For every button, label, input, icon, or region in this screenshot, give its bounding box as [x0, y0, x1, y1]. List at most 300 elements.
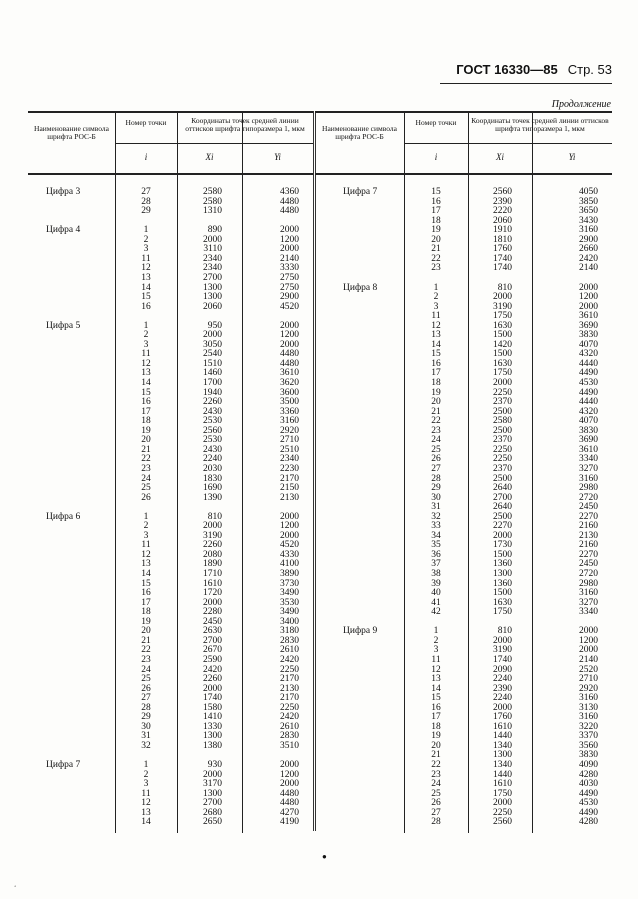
y-value: 2000 — [579, 645, 598, 656]
column-header-point: Номер точки — [125, 118, 167, 127]
y-value: 2920 — [579, 683, 598, 694]
point-number: 19 — [141, 425, 151, 436]
table-row — [28, 809, 313, 819]
y-value: 2920 — [280, 425, 299, 436]
x-value: 1750 — [493, 311, 512, 322]
x-value: 1740 — [493, 654, 512, 665]
table-row — [315, 742, 612, 752]
point-number: 24 — [431, 435, 441, 446]
table-row — [28, 780, 313, 790]
x-value: 2240 — [493, 693, 512, 704]
point-number: 2 — [143, 330, 149, 341]
table-row — [315, 455, 612, 465]
table-row — [28, 818, 313, 828]
header-bottom-line — [28, 173, 313, 175]
point-number: 2 — [143, 769, 149, 780]
x-value: 2220 — [493, 206, 512, 217]
point-number: 33 — [431, 521, 441, 532]
table-row — [28, 723, 313, 733]
point-number: 18 — [141, 416, 151, 427]
x-value: 1810 — [493, 234, 512, 245]
table-row — [28, 198, 313, 208]
y-value: 2000 — [280, 511, 299, 522]
x-value: 1500 — [493, 588, 512, 599]
x-value: 2640 — [493, 502, 512, 513]
symbol-name: Цифра 3 — [46, 187, 81, 197]
point-number: 21 — [431, 750, 441, 761]
table-row — [315, 303, 612, 313]
y-value: 2000 — [280, 339, 299, 350]
table-row — [28, 570, 313, 580]
column-header-x: Xi — [496, 152, 504, 162]
x-value: 2250 — [493, 387, 512, 398]
point-number: 14 — [141, 569, 151, 579]
table-row — [315, 494, 612, 504]
symbol-name: Цифра 7 — [343, 187, 378, 197]
table-row — [315, 666, 612, 676]
x-value: 2530 — [203, 416, 222, 427]
x-value: 1300 — [203, 292, 222, 303]
table-row — [28, 790, 313, 800]
point-number: 11 — [431, 654, 441, 665]
table-row — [28, 427, 313, 437]
point-number: 29 — [431, 483, 441, 494]
page-mark: ● — [322, 852, 327, 861]
x-value: 1330 — [203, 721, 222, 732]
point-number: 3 — [143, 339, 149, 350]
y-value: 2510 — [280, 444, 299, 455]
table-row — [315, 761, 612, 771]
y-value: 1200 — [579, 292, 598, 303]
table-row — [315, 446, 612, 456]
table-row — [315, 799, 612, 809]
standard-number: ГОСТ 16330—85 — [456, 62, 558, 77]
table-row — [315, 322, 612, 332]
table-row — [315, 379, 612, 389]
table-row — [28, 627, 313, 637]
column-header-x: Xi — [205, 152, 214, 162]
table-row — [315, 484, 612, 494]
point-number: 15 — [431, 187, 441, 197]
x-value: 2250 — [493, 807, 512, 818]
y-value: 4030 — [579, 779, 598, 790]
point-number: 18 — [431, 215, 441, 226]
point-number: 1 — [143, 511, 149, 522]
y-value: 3270 — [579, 597, 598, 608]
x-value: 1390 — [203, 492, 222, 503]
point-number: 13 — [141, 272, 151, 283]
x-value: 2000 — [493, 798, 512, 809]
x-value: 2560 — [493, 817, 512, 828]
point-number: 38 — [431, 569, 441, 579]
table-row — [28, 484, 313, 494]
point-number: 27 — [141, 187, 151, 197]
point-number: 25 — [141, 674, 151, 685]
point-number: 1 — [433, 626, 439, 637]
y-value: 4190 — [280, 817, 299, 828]
table-row — [315, 198, 612, 208]
point-number: 42 — [431, 607, 441, 618]
point-number: 14 — [141, 817, 151, 828]
point-number: 3 — [433, 301, 439, 312]
table-row — [315, 513, 612, 523]
x-value: 2540 — [203, 349, 222, 360]
table-row — [28, 379, 313, 389]
table-row — [28, 675, 313, 685]
point-number: 18 — [431, 721, 441, 732]
y-value: 1200 — [280, 330, 299, 341]
y-value: 2830 — [280, 731, 299, 742]
point-number: 1 — [143, 225, 149, 236]
point-number: 22 — [431, 253, 441, 264]
y-value: 2000 — [280, 244, 299, 255]
y-value: 4530 — [579, 798, 598, 809]
y-value: 2000 — [280, 320, 299, 331]
y-value: 3650 — [579, 206, 598, 217]
point-number: 19 — [431, 387, 441, 398]
point-number: 1 — [433, 282, 439, 293]
y-value: 2610 — [280, 721, 299, 732]
point-number: 24 — [431, 779, 441, 790]
x-value: 2340 — [203, 253, 222, 264]
table-row — [28, 284, 313, 294]
y-value: 3160 — [579, 712, 598, 723]
y-value: 4490 — [579, 368, 598, 379]
y-value: 1200 — [280, 234, 299, 245]
point-number: 1 — [143, 320, 149, 331]
column-header-coords: Координаты точек средней линии оттисков шрифта типоразмера 1, мкм — [471, 116, 609, 133]
x-value: 1500 — [493, 330, 512, 341]
point-number: 17 — [141, 406, 151, 417]
y-value: 2170 — [280, 473, 299, 484]
x-value: 1630 — [493, 358, 512, 369]
x-value: 2560 — [493, 187, 512, 197]
y-value: 4320 — [579, 406, 598, 417]
y-value: 2130 — [280, 492, 299, 503]
y-value: 3830 — [579, 425, 598, 436]
table-row — [315, 751, 612, 761]
table-row — [28, 799, 313, 809]
x-value: 3190 — [203, 530, 222, 541]
x-value: 1360 — [493, 559, 512, 570]
table-row — [315, 389, 612, 399]
point-number: 18 — [431, 378, 441, 388]
y-value: 2160 — [579, 540, 598, 551]
y-value: 2750 — [280, 282, 299, 293]
x-value: 2370 — [493, 397, 512, 408]
point-number: 20 — [431, 397, 441, 408]
table-row — [28, 513, 313, 523]
table-row — [28, 580, 313, 590]
point-number: 11 — [141, 788, 151, 799]
x-value: 1890 — [203, 559, 222, 570]
y-value: 3620 — [280, 378, 299, 388]
y-value: 2140 — [579, 654, 598, 665]
x-value: 2000 — [203, 234, 222, 245]
point-number: 12 — [141, 263, 151, 274]
x-value: 810 — [207, 511, 222, 522]
point-number: 12 — [431, 320, 441, 331]
table-row — [315, 360, 612, 370]
point-number: 2 — [143, 521, 149, 532]
y-value: 3370 — [579, 731, 598, 742]
table-row — [28, 732, 313, 742]
table-row — [315, 732, 612, 742]
point-number: 37 — [431, 559, 441, 570]
y-value: 3690 — [579, 435, 598, 446]
table-row — [28, 408, 313, 418]
point-number: 25 — [141, 483, 151, 494]
x-value: 2000 — [203, 597, 222, 608]
point-number: 22 — [141, 454, 151, 465]
y-value: 2830 — [280, 635, 299, 646]
point-number: 19 — [141, 616, 151, 627]
symbol-name: Цифра 9 — [343, 626, 378, 637]
x-value: 2260 — [203, 674, 222, 685]
table-row — [315, 284, 612, 294]
x-value: 2370 — [493, 435, 512, 446]
table-row — [28, 522, 313, 532]
x-value: 2080 — [203, 549, 222, 560]
x-value: 2270 — [493, 521, 512, 532]
table-row — [28, 742, 313, 752]
point-number: 22 — [431, 416, 441, 427]
y-value: 2250 — [280, 702, 299, 713]
table-row — [28, 560, 313, 570]
table-row — [315, 589, 612, 599]
point-number: 17 — [431, 206, 441, 217]
y-value: 2900 — [579, 234, 598, 245]
x-value: 2000 — [203, 769, 222, 780]
table-row — [28, 637, 313, 647]
table-row — [28, 436, 313, 446]
y-value: 2720 — [579, 569, 598, 579]
point-number: 16 — [431, 702, 441, 713]
point-number: 26 — [431, 798, 441, 809]
x-value: 1500 — [493, 349, 512, 360]
table-row — [28, 465, 313, 475]
point-number: 21 — [431, 244, 441, 255]
y-value: 4480 — [280, 349, 299, 360]
y-value: 3830 — [579, 750, 598, 761]
y-value: 4440 — [579, 358, 598, 369]
table-row — [28, 455, 313, 465]
y-value: 2000 — [280, 530, 299, 541]
table-row — [315, 694, 612, 704]
table-row — [315, 541, 612, 551]
y-value: 2170 — [280, 693, 299, 704]
point-number: 32 — [141, 740, 151, 751]
table-row — [315, 398, 612, 408]
table-row — [315, 780, 612, 790]
point-number: 28 — [431, 473, 441, 484]
x-value: 890 — [207, 225, 222, 236]
y-value: 4360 — [280, 187, 299, 197]
y-value: 3160 — [579, 473, 598, 484]
y-value: 4480 — [280, 788, 299, 799]
x-value: 1740 — [493, 263, 512, 274]
point-number: 16 — [141, 301, 151, 312]
x-value: 3190 — [493, 645, 512, 656]
table-row — [315, 771, 612, 781]
x-value: 1720 — [203, 588, 222, 599]
point-number: 12 — [141, 549, 151, 560]
table-row — [28, 331, 313, 341]
y-value: 2000 — [579, 301, 598, 312]
table-row — [315, 188, 612, 198]
table-row — [315, 790, 612, 800]
x-value: 2090 — [493, 664, 512, 675]
x-value: 1610 — [493, 721, 512, 732]
table-row — [315, 809, 612, 819]
x-value: 2000 — [493, 702, 512, 713]
x-value: 2370 — [493, 463, 512, 474]
y-value: 4480 — [280, 206, 299, 217]
x-value: 2000 — [203, 683, 222, 694]
x-value: 1610 — [493, 779, 512, 790]
table-row — [28, 236, 313, 246]
x-value: 810 — [497, 282, 512, 293]
x-value: 2580 — [493, 416, 512, 427]
point-number: 41 — [431, 597, 441, 608]
y-value: 4270 — [280, 807, 299, 818]
table-row — [28, 389, 313, 399]
y-value: 3330 — [280, 263, 299, 274]
table-row — [315, 685, 612, 695]
table-row — [315, 599, 612, 609]
y-value: 3730 — [280, 578, 299, 589]
x-value: 1460 — [203, 368, 222, 379]
symbol-name: Цифра 7 — [46, 760, 81, 770]
table-row — [315, 264, 612, 274]
point-number: 20 — [141, 435, 151, 446]
x-value: 2240 — [203, 454, 222, 465]
point-number: 30 — [431, 492, 441, 503]
y-value: 3160 — [579, 225, 598, 236]
table-row — [315, 293, 612, 303]
y-value: 4480 — [280, 196, 299, 207]
x-value: 2250 — [493, 444, 512, 455]
y-value: 3830 — [579, 330, 598, 341]
table-row — [28, 417, 313, 427]
x-value: 2700 — [203, 635, 222, 646]
x-value: 2580 — [203, 187, 222, 197]
x-value: 1700 — [203, 378, 222, 388]
column-header-i: i — [144, 152, 148, 162]
y-value: 2980 — [579, 483, 598, 494]
y-value: 4330 — [280, 549, 299, 560]
table-row — [315, 713, 612, 723]
x-value: 3110 — [203, 244, 222, 255]
point-number: 23 — [431, 769, 441, 780]
y-value: 2160 — [579, 521, 598, 532]
x-value: 2500 — [493, 406, 512, 417]
table-row — [315, 217, 612, 227]
table-row — [28, 646, 313, 656]
table-row — [315, 580, 612, 590]
point-number: 15 — [431, 693, 441, 704]
table-row — [28, 350, 313, 360]
table-row — [28, 666, 313, 676]
x-value: 1300 — [493, 569, 512, 579]
point-number: 19 — [431, 731, 441, 742]
point-number: 2 — [433, 635, 439, 646]
x-value: 2500 — [493, 511, 512, 522]
x-value: 2430 — [203, 444, 222, 455]
x-value: 1750 — [493, 607, 512, 618]
table-row — [28, 704, 313, 714]
symbol-name: Цифра 8 — [343, 282, 378, 293]
column-header-name: Наименование символа шрифта РОС-Б — [34, 124, 109, 141]
table-row — [315, 627, 612, 637]
x-value: 2000 — [493, 635, 512, 646]
y-value: 3510 — [280, 740, 299, 751]
x-value: 2450 — [203, 616, 222, 627]
y-value: 2450 — [579, 502, 598, 513]
point-number: 39 — [431, 578, 441, 589]
table-row — [28, 589, 313, 599]
scan-mark: ‘ — [14, 884, 17, 892]
y-value: 4320 — [579, 349, 598, 360]
x-value: 1360 — [493, 578, 512, 589]
y-value: 3340 — [579, 607, 598, 618]
point-number: 1 — [143, 760, 149, 770]
table-row — [315, 723, 612, 733]
y-value: 2140 — [280, 253, 299, 264]
y-value: 3890 — [280, 569, 299, 579]
y-value: 3160 — [579, 693, 598, 704]
x-value: 3050 — [203, 339, 222, 350]
point-number: 18 — [141, 607, 151, 618]
table-row — [28, 188, 313, 198]
x-value: 2030 — [203, 463, 222, 474]
table-row — [28, 761, 313, 771]
x-value: 1300 — [493, 750, 512, 761]
table-row — [28, 255, 313, 265]
table-row — [28, 360, 313, 370]
point-number: 26 — [141, 683, 151, 694]
table-row — [28, 322, 313, 332]
x-value: 1310 — [203, 206, 222, 217]
point-number: 15 — [141, 292, 151, 303]
y-value: 3400 — [280, 616, 299, 627]
coordinates-table-left — [28, 111, 313, 828]
point-number: 11 — [141, 540, 151, 551]
point-number: 28 — [431, 817, 441, 828]
x-value: 1910 — [493, 225, 512, 236]
y-value: 2750 — [280, 272, 299, 283]
x-value: 1760 — [493, 712, 512, 723]
symbol-name: Цифра 6 — [46, 511, 81, 522]
y-value: 2000 — [280, 760, 299, 770]
point-number: 22 — [431, 760, 441, 770]
y-value: 4490 — [579, 807, 598, 818]
y-value: 2710 — [579, 674, 598, 685]
subheader-line — [115, 143, 313, 144]
y-value: 4280 — [579, 769, 598, 780]
y-value: 3130 — [579, 702, 598, 713]
table-row — [315, 341, 612, 351]
table-row — [315, 207, 612, 217]
x-value: 930 — [207, 760, 222, 770]
point-number: 23 — [431, 425, 441, 436]
y-value: 4440 — [579, 397, 598, 408]
point-number: 23 — [141, 654, 151, 665]
x-value: 1440 — [493, 731, 512, 742]
y-value: 2420 — [579, 253, 598, 264]
x-value: 2590 — [203, 654, 222, 665]
point-number: 14 — [431, 339, 441, 350]
